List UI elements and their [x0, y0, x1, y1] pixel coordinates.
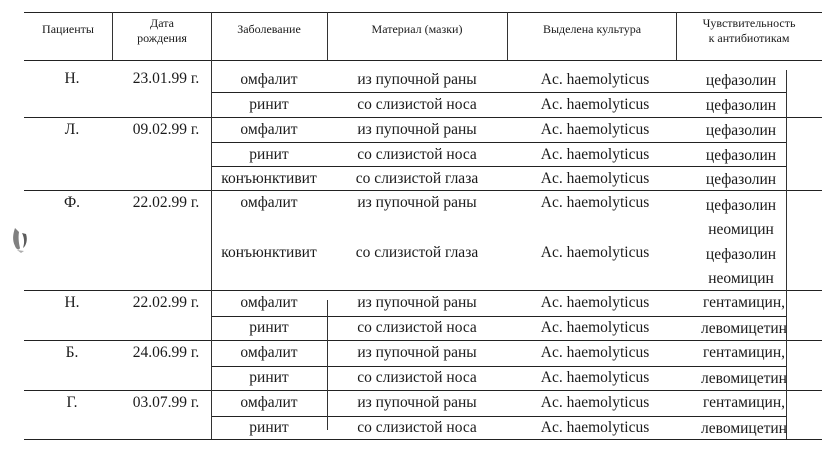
group-separator [24, 390, 822, 391]
header-sensitivity-line1: Чувствительность [702, 16, 796, 30]
antibiotic-cell: левомицетин [701, 320, 787, 337]
row-separator [212, 166, 787, 167]
header-patients: Пациенты [42, 22, 94, 36]
ink-smudge-mark [9, 224, 33, 254]
culture-cell: Ac. haemolyticus [540, 71, 650, 88]
disease-cell: омфалит [240, 294, 298, 311]
group-separator [24, 340, 822, 341]
material-cell: из пупочной раны [357, 194, 477, 211]
disease-cell: конъюнктивит [221, 244, 317, 261]
row-separator [212, 316, 787, 317]
disease-cell: ринит [249, 319, 289, 336]
culture-cell: Ac. haemolyticus [540, 146, 650, 163]
group-separator [24, 290, 822, 291]
disease-cell: ринит [249, 96, 289, 113]
patient-initial: Г. [66, 394, 78, 411]
antibiotic-cell: цефазолин [705, 72, 777, 89]
antibiotic-cell: неомицин [708, 270, 774, 287]
culture-cell: Ac. haemolyticus [540, 344, 650, 361]
birth-date: 22.02.99 г. [132, 194, 200, 211]
material-cell: из пупочной раны [357, 294, 477, 311]
antibiotic-cell: цефазолин [705, 97, 777, 114]
culture-cell: Ac. haemolyticus [540, 121, 650, 138]
antibiotic-cell: цефазолин [705, 197, 777, 214]
header-sensitivity-line2: к антибиотикам [708, 31, 790, 45]
antibiotic-cell: левомицетин [701, 370, 787, 387]
header-birth-date-line1: Дата [150, 16, 174, 30]
disease-cell: омфалит [240, 194, 298, 211]
birth-date: 22.02.99 г. [132, 294, 200, 311]
material-cell: из пупочной раны [357, 71, 477, 88]
culture-cell: Ac. haemolyticus [540, 319, 650, 336]
header-bottom-border [24, 60, 822, 61]
column-divider [327, 300, 328, 430]
birth-date: 09.02.99 г. [132, 121, 200, 138]
material-cell: со слизистой глаза [355, 170, 479, 187]
table-bottom-border [24, 439, 822, 440]
patient-initial: Ф. [63, 194, 81, 211]
column-divider [507, 12, 508, 60]
antibiotic-cell: неомицин [708, 221, 774, 238]
antibiotic-cell: левомицетин [701, 420, 787, 437]
row-separator [212, 142, 787, 143]
group-separator [24, 117, 822, 118]
patient-initial: Н. [64, 70, 80, 87]
disease-cell: ринит [249, 369, 289, 386]
antibiotic-cell: цефазолин [705, 246, 777, 263]
group-separator [24, 190, 822, 191]
culture-cell: Ac. haemolyticus [540, 394, 650, 411]
material-cell: со слизистой носа [357, 146, 477, 163]
culture-cell: Ac. haemolyticus [540, 194, 650, 211]
column-divider [327, 12, 328, 60]
antibiotic-cell: гентамицин, [702, 294, 786, 311]
disease-cell: омфалит [240, 71, 298, 88]
culture-cell: Ac. haemolyticus [540, 244, 650, 261]
header-material: Материал (мазки) [371, 22, 463, 36]
header-birth-date-line2: рождения [137, 31, 187, 45]
header-culture: Выделена культура [542, 22, 642, 36]
row-separator [212, 92, 787, 93]
antibiotic-cell: гентамицин, [702, 344, 786, 361]
culture-cell: Ac. haemolyticus [540, 294, 650, 311]
column-divider [676, 12, 677, 60]
disease-cell: омфалит [240, 121, 298, 138]
material-cell: со слизистой носа [357, 319, 477, 336]
table-top-border [24, 12, 822, 13]
column-divider [112, 12, 113, 60]
birth-date: 24.06.99 г. [132, 344, 200, 361]
material-cell: из пупочной раны [357, 121, 477, 138]
row-separator [212, 416, 787, 417]
disease-cell: ринит [249, 419, 289, 436]
antibiotic-cell: гентамицин, [702, 394, 786, 411]
disease-cell: омфалит [240, 344, 298, 361]
material-cell: из пупочной раны [357, 344, 477, 361]
disease-cell: конъюнктивит [221, 170, 317, 187]
column-divider [211, 12, 212, 439]
disease-cell: омфалит [240, 394, 298, 411]
birth-date: 23.01.99 г. [132, 70, 200, 87]
material-cell: со слизистой глаза [355, 244, 479, 261]
culture-cell: Ac. haemolyticus [540, 170, 650, 187]
header-disease: Заболевание [237, 22, 301, 36]
birth-date: 03.07.99 г. [132, 394, 200, 411]
antibiotic-cell: цефазолин [705, 147, 777, 164]
disease-cell: ринит [249, 146, 289, 163]
patient-initial: Н. [64, 294, 80, 311]
culture-cell: Ac. haemolyticus [540, 419, 650, 436]
material-cell: из пупочной раны [357, 394, 477, 411]
culture-cell: Ac. haemolyticus [540, 96, 650, 113]
patient-initial: Б. [65, 344, 79, 361]
patient-initial: Л. [64, 121, 80, 138]
antibiotic-cell: цефазолин [705, 122, 777, 139]
material-cell: со слизистой носа [357, 419, 477, 436]
culture-cell: Ac. haemolyticus [540, 369, 650, 386]
row-separator [212, 366, 787, 367]
material-cell: со слизистой носа [357, 96, 477, 113]
material-cell: со слизистой носа [357, 369, 477, 386]
antibiotic-cell: цефазолин [705, 171, 777, 188]
